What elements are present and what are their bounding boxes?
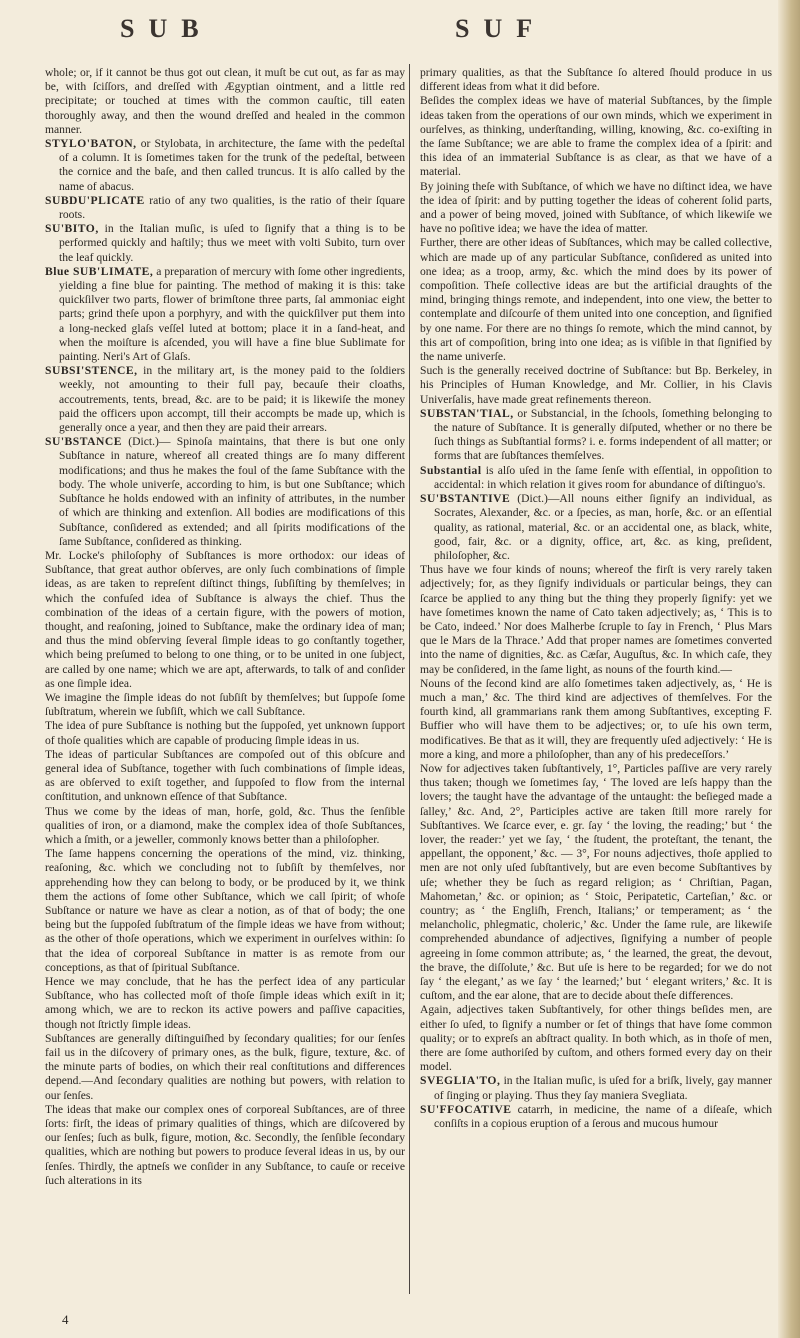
entry-text: in the Italian muſic, is uſed to ſignify that a thing is to be performed quickly and haſtily; thus we meet with volti Subito, turn over the leaf quickly. <box>59 222 405 264</box>
entry-headword: SU'BITO, <box>45 222 99 236</box>
running-head-left: SUB <box>120 14 213 43</box>
entry-headword: SVEGLIA'TO, <box>420 1074 501 1088</box>
entry-text: The idea of pure Subſtance is nothing but the ſuppoſed, yet unknown ſupport of thoſe qualities which are capable of producing ſimple ideas in us. <box>45 719 405 747</box>
signature-mark: 4 <box>62 1312 69 1327</box>
right-column <box>420 66 772 1131</box>
dictionary-entry <box>420 464 772 492</box>
paragraph <box>45 1032 405 1103</box>
entry-headword: SUBSTAN'TIAL, <box>420 406 514 420</box>
entry-text: Thus we come by the ideas of man, horſe, gold, &c. Thus the ſenſible qualities of iron, or a diamond, make the complex idea of thoſe Subſtances, which a ſmith, or a jeweller, commonly knows better than a philoſopher. <box>45 804 405 846</box>
entry-text: in the Italian muſic, is uſed for a briſk, lively, gay manner of ſinging or playing. Thus they ſay maniera Svegliata. <box>434 1074 772 1102</box>
paragraph <box>45 691 405 719</box>
paragraph <box>420 1003 772 1074</box>
paragraph <box>45 1103 405 1188</box>
entry-text: By joining theſe with Subſtance, of which we have no diſtinct idea, we have the idea of ſpirit: and by putting together the ideas of coherent ſolid parts, and a power of being moved, joined with Subſtance, of which likewiſe we have no poſitive idea; we have the idea of matter. <box>420 179 772 236</box>
dictionary-entry <box>420 407 772 464</box>
entry-text: or Stylobata, in architecture, the ſame with the pedeſtal of a column. It is ſometimes taken for the trunk of the pedeſtal, between the cornice and the baſe, and then called truncus. It is alſo called by the name of abacus. <box>59 137 405 193</box>
paragraph <box>420 236 772 364</box>
paragraph <box>45 66 405 137</box>
paragraph <box>45 805 405 848</box>
paragraph <box>45 975 405 1032</box>
paragraph <box>420 563 772 677</box>
entry-text: The ſame happens concerning the operations of the mind, viz. thinking, reaſoning, &c. which we concluding not to ſubſiſt by themſelves, nor apprehending how they can belong to body, or be produced by it, we think them the actions of ſome other Subſtance, which we call ſpirit; of whoſe Subſtance or nature we have as clear a notion, as of that of body; the one being but the ſuppoſed ſubſtratum of the ſimple ideas we have from without; as the other of thoſe operations, which we experiment in ourſelves within: ſo that the idea of corporeal Subſtance in matter is as remote from our conceptions, as that of ſpiritual Subſtance. <box>45 847 405 974</box>
entry-text: We imagine the ſimple ideas do not ſubſiſt by themſelves; but ſuppoſe ſome ſubſtratum, wherein we ſubſiſt, which we call Subſtance. <box>45 690 405 719</box>
dictionary-entry <box>45 222 405 265</box>
dictionary-entry <box>45 194 405 222</box>
paragraph <box>420 66 772 94</box>
entry-text: (Dict.)— Spinoſa maintains, that there is but one only Subſtance in nature, whereof all created things are ſo many different modifications; and thus he makes the foul of the ſame Subſtance with the body. The whole univerſe, according to him, is but one Subſtance; which Subſtance he holds endowed with an infinity of attributes, in the number of which are thinking and extenſion. All bodies are modifications of this Subſtance, conſidered as extended; and all ſpirits modifications of the ſame Subſtance, conſidered as thinking. <box>59 435 405 548</box>
entry-text: Nouns of the ſecond kind are alſo ſometimes taken adjectively, as, ‘ He is much a man,’ &c. The third kind are adjectives of themſelves. For the fourth kind, all grammarians rank them among Subſtantives, excepting F. Buffier who will have them to be adjectives; or, to uſe his own term, modificatives. Be that as it will, they are frequently uſed adjectively: ‘ He is more a king, and more a philoſopher, than any of his predeceſſors.’ <box>420 676 772 761</box>
entry-text: or Substancial, in the ſchools, ſomething belonging to the nature of Subſtance. It is generally diſputed, whether or no there be ſuch things as Subſtantial forms? i. e. forms independent of all matter; or forms that are ſubſtances themſelves. <box>434 406 772 463</box>
entry-text: (Dict.)—All nouns either ſignify an individual, as Socrates, Alexander, &c. or a ſpecies, as man, horſe, &c. or an eſſential quality, as rational, material, &c. or an accidental one, as black, white, good, fair, &c. or a dignity, office, art, &c. as king, preſident, philoſopher, &c. <box>434 492 772 562</box>
entry-text: Now for adjectives taken ſubſtantively, 1°, Particles paſſive are very rarely thus taken; though we ſometimes ſay, ‘ The loved are leſs happy than the lovers; the taught have the advantage of the untaught: the beſieged made a ſalley,’ &c. And, 2°, Participles active are taken ſtill more rarely for Subſtantives. We ſcarce ever, e. gr. ſay ‘ the loving, the reading;’ but ‘ the lover, the reader:’ yet we ſay, ‘ the ſtudent, the proteſtant, the tenant, the appellant, the opponent,’ &c. — 3°, For nouns adjectives, thoſe applied to men are not only uſed ſubſtantively, but are even become Subſtantives by uſe; whether they be ſuch as regard religion; as ‘ Chriſtian, Pagan, Mahometan,’ &c. or opinion; as ‘ Stoic, Peripatetic, Carteſian,’ &c. or country; as ‘ the Engliſh, French, Italians;’ or temperament; as ‘ the melancholic, phlegmatic, choleric,’ &c. Under the ſame rule, are likewiſe comprehended abundance of adjectives, ſignifying a number of people agreeing in ſome common attribute; as, ‘ the learned, the great, the devout, the brave, the diſſolute,’ &c. But uſe is here to be regarded; for we do not ſay ‘ the elegant,’ as we ſay ‘ the learned;’ but ‘ elegant writers,’ &c. It is cuſtom, and the ear alone, that are to decide about theſe differences. <box>420 761 772 1003</box>
entry-text: catarrh, in medicine, the name of a diſeaſe, which conſiſts in a copious eruption of a ſerous and mucous humour <box>434 1102 772 1131</box>
dictionary-entry <box>45 137 405 194</box>
paragraph <box>420 677 772 762</box>
left-column <box>45 66 405 1188</box>
entry-headword: SU'BSTANCE <box>45 435 122 449</box>
paragraph <box>420 180 772 237</box>
entry-headword: SU'BSTANTIVE <box>420 492 511 506</box>
entry-text: Further, there are other ideas of Subſtances, which may be called collective, which are made up of any particular Subſtance, conſidered as united into one idea; as a troop, army, &c. which the mind does by its power of compoſition. Theſe collective ideas are but the artificial draughts of the mind, bringing things remote, and independent, into one view, the better to contemplate and diſcourſe of them united into one conception, and ſignified by one name. For there are no things ſo remote, which the mind cannot, by this art of compoſition, bring into one idea; as is viſible in that ſignified by the name univerſe. <box>420 236 772 364</box>
entry-text: a preparation of mercury with ſome other ingredients, yielding a fine blue for painting. The method of making it is this: take quickſilver two parts, flower of brimſtone three parts, ſal ammoniac eight parts; grind theſe upon a porphyry, and with the quickſilver put them into a long-necked glaſs veſſel luted at bottom; place it in a ſand-heat, and when the moiſture is aſcended, you will have a fine blue Sublimate for painting. Neri's Art of Glaſs. <box>59 264 405 364</box>
running-head-right: SUF <box>455 14 547 43</box>
paragraph <box>45 748 405 805</box>
dictionary-entry <box>45 265 405 364</box>
column-divider <box>409 64 410 1294</box>
paragraph <box>420 364 772 407</box>
entry-headword: STYLO'BATON, <box>45 137 137 151</box>
entry-text: primary qualities, as that the Subſtance ſo altered ſhould produce in us different ideas from what it did before. <box>420 66 772 94</box>
dictionary-entry <box>45 435 405 549</box>
dictionary-entry <box>420 492 772 563</box>
entry-text: The ideas that make our complex ones of corporeal Subſtances, are of three ſorts: firſt, the ideas of primary qualities of things, which are diſcovered by our ſenſes; ſuch as bulk, figure, motion, &c. Secondly, the ſenſible ſecondary qualities, which are nothing but powers to produce ſeveral ideas in us, by our ſenſes. Thirdly, the aptneſs we conſider in any Subſtance, to cauſe or receive ſuch alterations in its <box>45 1102 405 1187</box>
entry-text: Thus have we four kinds of nouns; whereof the firſt is very rarely taken adjectively; for, as they ſignify individuals or particular beings, they can ſcarce be applied to any thing but the thing they properly ſignify: yet we have ſometimes known the name of Cato taken adjectively; as, ‘ This is to be Cato, indeed.’ Nor does Malherbe ſcruple to ſay in French, ‘ Plus Mars que le Mars de la Thrace.’ Add that proper names are ſometimes converted into the name of dignities, &c. as Cæſar, Auguſtus, &c. In which caſe, they may be conſidered, in the ſame light, as nouns of the fourth kind.— <box>420 563 772 676</box>
paragraph <box>45 549 405 691</box>
dictionary-entry <box>420 1103 772 1131</box>
paragraph <box>45 847 405 975</box>
entry-text: ratio of any two qualities, is the ratio of their ſquare roots. <box>59 193 405 222</box>
entry-headword: SU'FFOCATIVE <box>420 1102 512 1116</box>
dictionary-entry <box>45 364 405 435</box>
paragraph <box>420 762 772 1003</box>
paragraph <box>420 94 772 179</box>
entry-text: Subſtances are generally diſtinguiſhed by ſecondary qualities; for our ſenſes fail us in the diſcovery of primary ones, as the bulk, figure, texture, &c. of the minute parts of bodies, on which their real conſtitutions and differences depend.—And ſecondary qualities are nothing but powers, with relation to our ſenſes. <box>45 1031 405 1102</box>
entry-text: in the military art, is the money paid to the ſoldiers weekly, not amounting to their full pay, becauſe their cloaths, accoutrements, tents, bread, &c. are to be paid; it is likewiſe the money paid the officers upon accompt, till their accompts be made up, which is generally once a year, and then they are paid their arrears. <box>59 364 405 435</box>
entry-headword: Blue SUB'LIMATE, <box>45 264 154 278</box>
paragraph <box>45 719 405 747</box>
entry-text: The ideas of particular Subſtances are compoſed out of this obſcure and general idea of Subſtance, together with ſuch combinations of ſimple ideas, as are obſerved to exiſt together, and ſuppoſed to flow from the internal conſtitution, and unknown eſſence of that Subſtance. <box>45 747 405 804</box>
entry-text: Such is the generally received doctrine of Subſtance: but Bp. Berkeley, in his Principles of Human Knowledge, and Mr. Collier, in his Clavis Univerſalis, have made great refinements thereon. <box>420 364 772 406</box>
entry-headword: SUBSI'STENCE, <box>45 364 138 378</box>
entry-text: whole; or, if it cannot be thus got out clean, it muſt be cut out, as far as may be, with ſciſſors, and dreſſed with Ægyptian ointment, and a little red precipitate; or touched at times with the common cauſtic, till eaten thoroughly away, and then the wound dreſſed and healed in the common manner. <box>45 66 405 136</box>
entry-text: is alſo uſed in the ſame ſenſe with eſſential, in oppoſition to accidental: in which relation it gives room for abundance of diſtinguo's. <box>434 463 772 491</box>
entry-text: Beſides the complex ideas we have of material Subſtances, by the ſimple ideas taken from the operations of our own minds, which we experiment in ourſelves, as thinking, underſtanding, willing, knowing, &c. co-exiſting in the ſame Subſtance; we are able to frame the complex idea of a ſpirit: and this idea of an immaterial Subſtance is as clear, as that we have of a material. <box>420 94 772 179</box>
dictionary-entry <box>420 1074 772 1102</box>
entry-text: Mr. Locke's philoſophy of Subſtances is more orthodox: our ideas of Subſtance, that great author obſerves, are only ſuch combinations of ſimple ideas, as are taken to repreſent diſtinct things, ſubſiſting by themſelves; in which the confuſed idea of Subſtance is always the chief. Thus the combination of the ideas of a certain figure, with the powers of motion, thought, and reaſoning, joined to Subſtance, make the ordinary idea of man; and thus the mind obſerving ſeveral ſimple ideas to go conſtantly together, which being preſumed to belong to one thing, or to be united in one ſubject, are called by one name; which we are apt, afterwards, to talk of and conſider as one ſimple idea. <box>45 548 405 690</box>
entry-text: Again, adjectives taken Subſtantively, for other things beſides men, are either ſo uſed, to ſignify a number or ſet of things that have ſome common quality; or to expreſs an abſtract quality. In both which, as in thoſe of men, there are ſome authoriſed by cuſtom, and others formed every day on their model. <box>420 1003 772 1074</box>
page-edge <box>778 0 800 1338</box>
entry-headword: SUBDU'PLICATE <box>45 193 145 207</box>
entry-headword: Substantial <box>420 463 482 477</box>
entry-text: Hence we may conclude, that he has the perfect idea of any particular Subſtance, who has collected moſt of thoſe ſimple ideas which exiſt in it; among which, we are to reckon its active powers and paſſive capacities, though not ſtrictly ſimple ideas. <box>45 975 405 1031</box>
